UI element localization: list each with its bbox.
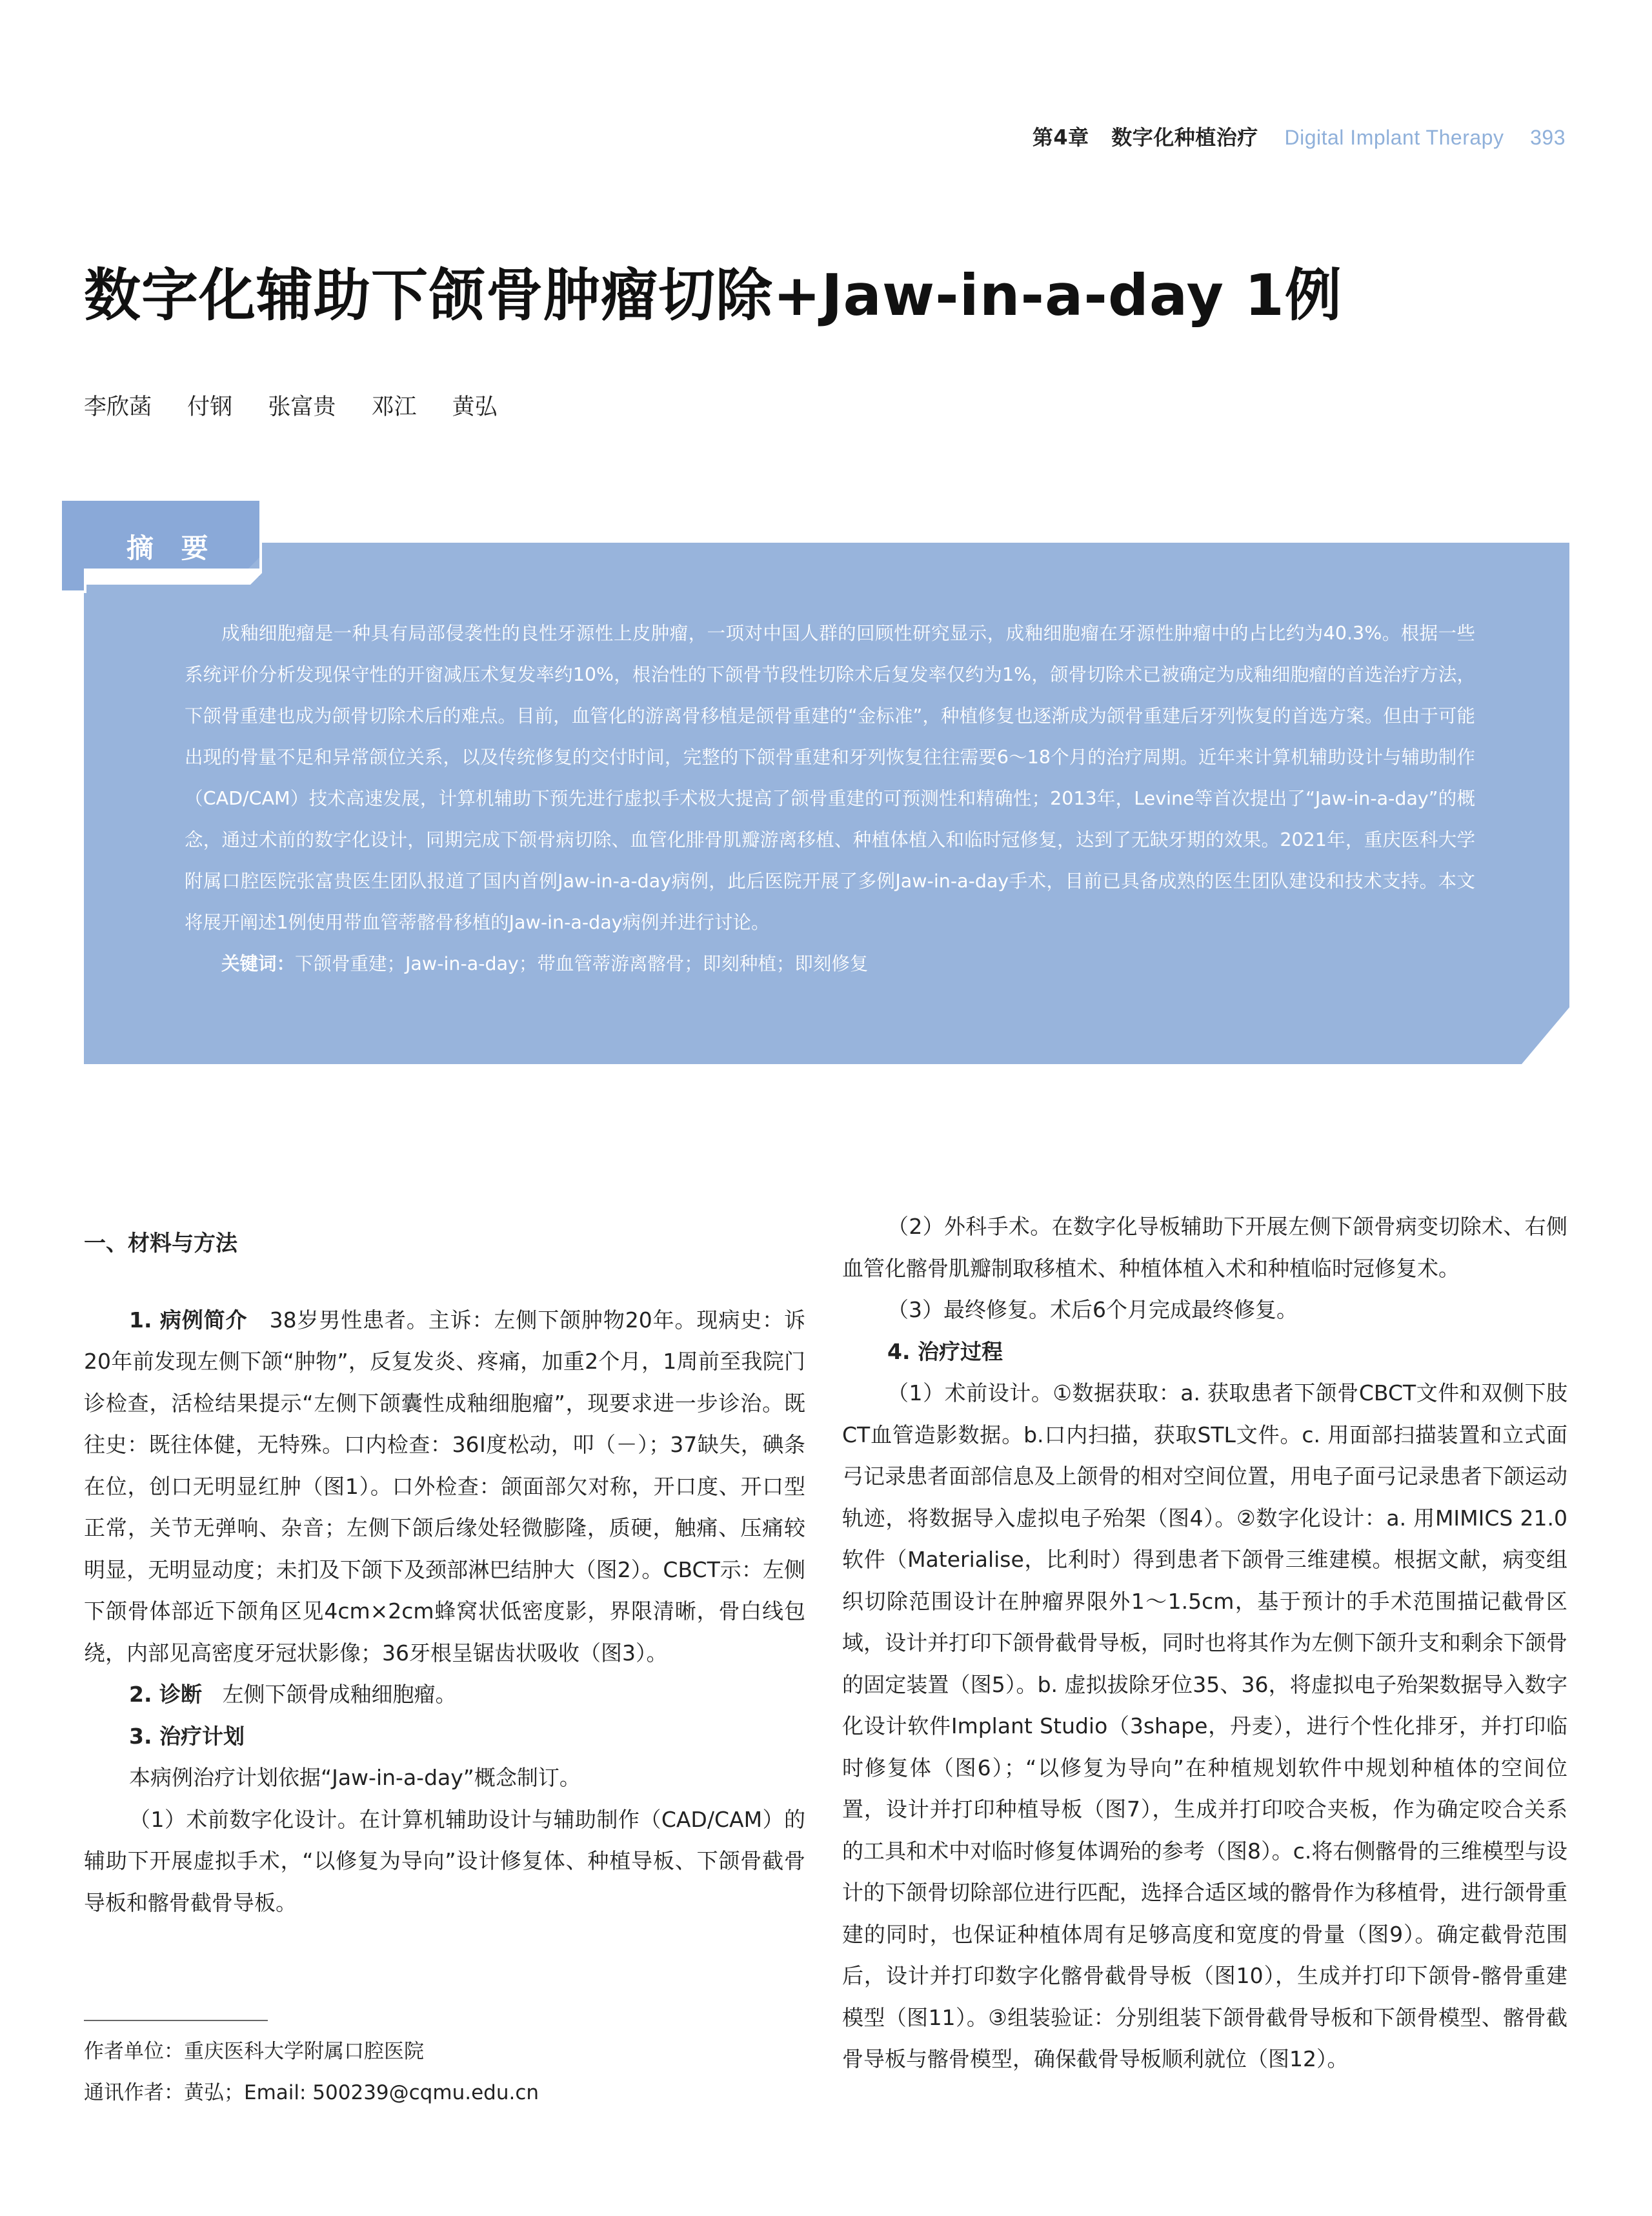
right-column — [842, 1206, 1567, 2080]
chapter-number: 第4章 — [1032, 125, 1089, 150]
author: 邓江 — [371, 394, 417, 420]
author: 张富贵 — [268, 394, 336, 420]
article-title: 数字化辅助下颌骨肿瘤切除+Jaw-in-a-day 1例 — [84, 262, 1342, 328]
abstract-text — [185, 613, 1475, 985]
process-label: 4. 治疗过程 — [887, 1338, 1003, 1364]
abstract-label: 摘 要 — [126, 532, 217, 564]
plan-step-3: （3）最终修复。术后6个月完成最终修复。 — [887, 1297, 1298, 1322]
footnotes — [84, 2031, 539, 2113]
footnote-divider — [84, 2020, 268, 2021]
corresponding-author: 通讯作者：黄弘；Email: 500239@cqmu.edu.cn — [84, 2081, 539, 2104]
author: 黄弘 — [452, 394, 498, 420]
abstract-paragraph: 成釉细胞瘤是一种具有局部侵袭性的良性牙源性上皮肿瘤，一项对中国人群的回顾性研究显示，成釉细胞瘤在牙源性肿瘤中的占比约为40.3%。根据一些系统评价分析发现保守性的开窗减压术复发率约10%，根治性的下颌骨节段性切除术后复发率仅约为1%，颌骨切除术已被确定为成釉细胞瘤的首选治疗方法，下颌骨重建也成为颌骨切除术后的难点。目前，血管化的游离骨移植是颌骨重建的“金标准”，种植修复也逐渐成为颌骨重建后牙列恢复的首选方案。但由于可能出现的骨量不足和异常颌位关系，以及传统修复的交付时间，完整的下颌骨重建和牙列恢复往往需要6～18个月的治疗周期。近年来计算机辅助设计与辅助制作（CAD/CAM）技术高速发展，计算机辅助下预先进行虚拟手术极大提高了颌骨重建的可预测性和精确性；2013年，Levine等首次提出了“Jaw-in-a-day”的概念，通过术前的数字化设计，同期完成下颌骨病切除、血管化腓骨肌瓣游离移植、种植体植入和临时冠修复，达到了无缺牙期的效果。2021年，重庆医科大学附属口腔医院张富贵医生团队报道了国内首例Jaw-in-a-day病例，此后医院开展了多例Jaw-in-a-day手术，目前已具备成熟的医生团队建设和技术支持。本文将展开阐述1例使用带血管蒂髂骨移植的Jaw-in-a-day病例并进行讨论。 — [185, 623, 1475, 933]
plan-step-2: （2）外科手术。在数字化导板辅助下开展左侧下颌骨病变切除术、右侧血管化髂骨肌瓣制取移植术、种植体植入术和种植临时冠修复术。 — [842, 1214, 1567, 1281]
case-text: 38岁男性患者。主诉：左侧下颌肿物20年。现病史：诉20年前发现左侧下颌“肿物”，反复发炎、疼痛，加重2个月，1周前至我院门诊检查，活检结果提示“左侧下颌囊性成釉细胞瘤”，现要求进一步诊治。既往史：既往体健，无特殊。口内检查：36Ⅰ度松动，叩（－）；37缺失，碘条在位，创口无明显红肿（图1）。口外检查：颌面部欠对称，开口度、开口型正常，关节无弹响、杂音；左侧下颌后缘处轻微膨隆，质硬，触痛、压痛较明显，无明显动度；未扪及下颌下及颈部淋巴结肿大（图2）。CBCT示：左侧下颌骨体部近下颌角区见4cm×2cm蜂窝状低密度影，界限清晰，骨白线包绕，内部见高密度牙冠状影像；36牙根呈锯齿状吸收（图3）。 — [84, 1307, 805, 1666]
section-heading: 一、材料与方法 — [84, 1231, 237, 1256]
chapter-title-en: Digital Implant Therapy — [1284, 126, 1504, 149]
case-paragraph — [84, 1300, 805, 1675]
plan-intro: 本病例治疗计划依据“Jaw-in-a-day”概念制订。 — [129, 1765, 581, 1790]
process-step-1: （1）术前设计。①数据获取：a. 获取患者下颌骨CBCT文件和双侧下肢CT血管造影数据。b.口内扫描，获取STL文件。c. 用面部扫描装置和立式面弓记录患者面部信息及上颌骨的相对空间位置，用电子面弓记录患者下颌运动轨迹，将数据导入虚拟电子殆架（图4）。②数字化设计：a. 用MIMICS 21.0软件（Materialise，比利时）得到患者下颌骨三维建模。根据文献，病变组织切除范围设计在肿瘤界限外1～1.5cm，基于预计的手术范围描记截骨区域，设计并打印下颌骨截骨导板，同时也将其作为左侧下颌升支和剩余下颌骨的固定装置（图5）。b. 虚拟拔除牙位35、36，将虚拟电子殆架数据导入数字化设计软件Implant Studio（3shape，丹麦），进行个性化排牙，并打印临时修复体（图6）；“以修复为导向”在种植规划软件中规划种植体的空间位置，设计并打印种植导板（图7），生成并打印咬合夹板，作为确定咬合关系的工具和术中对临时修复体调殆的参考（图8）。c.将右侧髂骨的三维模型与设计的下颌骨切除部位进行匹配，选择合适区域的髂骨作为移植骨，进行颌骨重建的同时，也保证种植体周有足够高度和宽度的骨量（图9）。确定截骨范围后，设计并打印数字化髂骨截骨导板（图10），生成并打印下颌骨-髂骨重建模型（图11）。③组装验证：分别组装下颌骨截骨导板和下颌骨模型、髂骨截骨导板与髂骨模型，确保截骨导板顺利就位（图12）。 — [842, 1380, 1567, 2071]
author: 付钢 — [187, 394, 233, 420]
case-label: 1. 病例简介 — [129, 1307, 248, 1333]
diagnosis-paragraph — [84, 1674, 805, 1716]
diagnosis-text: 左侧下颌骨成釉细胞瘤。 — [222, 1682, 457, 1707]
author-list — [84, 389, 526, 421]
keywords — [185, 943, 1475, 985]
diagnosis-label: 2. 诊断 — [129, 1682, 202, 1707]
running-head — [1032, 121, 1566, 151]
plan-label: 3. 治疗计划 — [129, 1723, 245, 1749]
chapter-title-cn: 数字化种植治疗 — [1111, 125, 1258, 150]
author-affiliation: 作者单位：重庆医科大学附属口腔医院 — [84, 2040, 424, 2063]
page-number: 393 — [1530, 126, 1566, 149]
keywords-label: 关键词： — [221, 953, 296, 974]
left-column — [84, 1223, 805, 1924]
keywords-list: 下颌骨重建；Jaw-in-a-day；带血管蒂游离髂骨；即刻种植；即刻修复 — [295, 953, 869, 974]
author: 李欣菡 — [84, 394, 152, 420]
plan-step-1: （1）术前数字化设计。在计算机辅助设计与辅助制作（CAD/CAM）的辅助下开展虚拟手术，“以修复为导向”设计修复体、种植导板、下颌骨截骨导板和髂骨截骨导板。 — [84, 1806, 805, 1915]
